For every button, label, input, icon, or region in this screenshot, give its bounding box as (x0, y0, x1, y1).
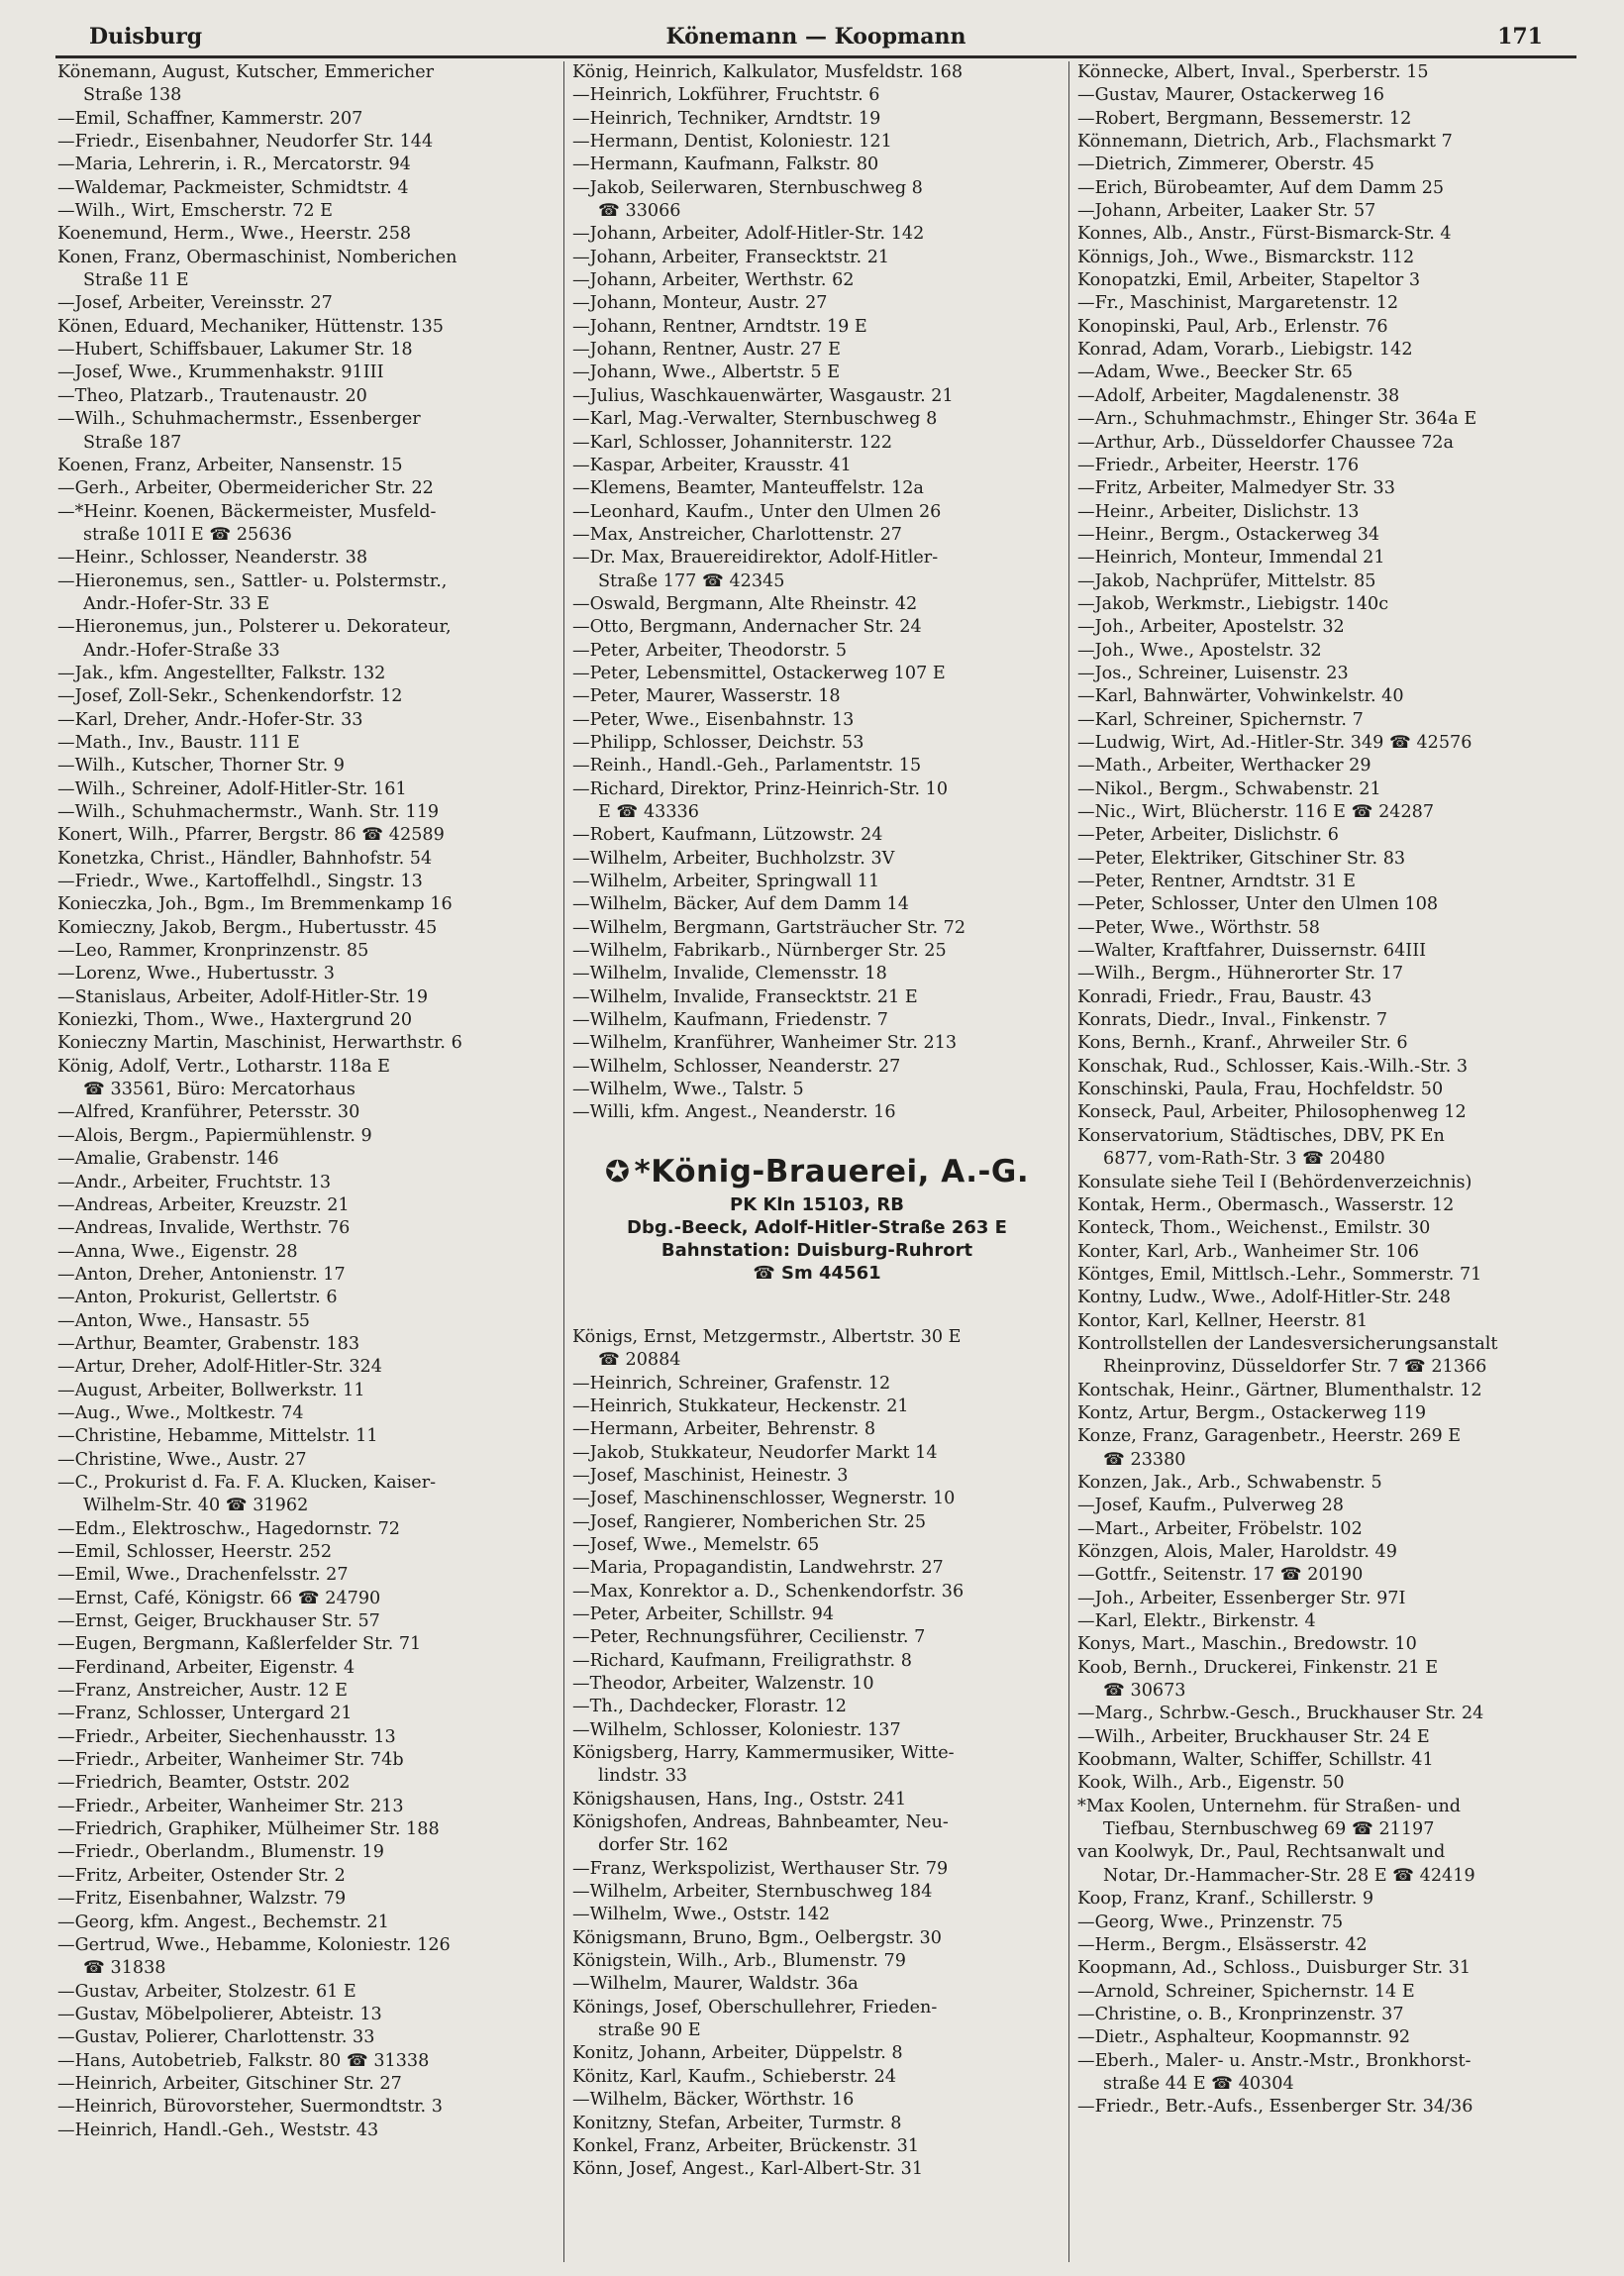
directory-entry-line: Könn, Josef, Angest., Karl-Albert-Str. 31 (572, 2159, 924, 2180)
directory-entry-line: —Math., Arbeiter, Werthacker 29 (1077, 756, 1371, 776)
directory-entry-line: —Hubert, Schiffsbauer, Lakumer Str. 18 (57, 340, 413, 361)
directory-entry-line: —Fritz, Eisenbahner, Walzstr. 79 (57, 1889, 347, 1910)
directory-entry-line: van Koolwyk, Dr., Paul, Rechtsanwalt und (1077, 1842, 1446, 1863)
directory-entry-line: —Andreas, Invalide, Werthstr. 76 (57, 1218, 351, 1239)
directory-entry-line: —Wilh., Kutscher, Thorner Str. 9 (57, 756, 345, 776)
directory-entry-line: —Wilh., Arbeiter, Bruckhauser Str. 24 E (1077, 1726, 1430, 1747)
directory-entry-line: —Emil, Schaffner, Kammerstr. 207 (57, 108, 363, 129)
directory-entry-line: —Friedr., Wwe., Kartoffelhdl., Singstr. 13 (57, 872, 423, 892)
directory-entry-line: —Wilhelm, Wwe., Talstr. 5 (572, 1080, 804, 1100)
directory-entry-line: —Friedr., Arbeiter, Heerstr. 176 (1077, 455, 1360, 475)
directory-entry-line: Koenemund, Herm., Wwe., Heerstr. 258 (57, 224, 412, 245)
directory-entry-line: ☎ 31838 (83, 1958, 166, 1979)
directory-entry-line: —Nikol., Bergm., Schwabenstr. 21 (1077, 778, 1381, 799)
directory-entry-line: Kontrollstellen der Landesversicherungsanstalt (1077, 1333, 1498, 1354)
directory-entry-line: Kontschak, Heinr., Gärtner, Blumenthalstr. 12 (1077, 1380, 1482, 1400)
directory-entry-line: —Hermann, Kaufmann, Falkstr. 80 (572, 155, 879, 175)
directory-entry-line: —Karl, Elektr., Birkenstr. 4 (1077, 1611, 1316, 1632)
directory-entry-line: Straße 138 (83, 85, 182, 106)
directory-entry-line: —Hieronemus, jun., Polsterer u. Dekorateur, (57, 617, 452, 638)
directory-entry-line: —Klemens, Beamter, Manteuffelstr. 12a (572, 478, 924, 499)
directory-entry-line: 6877, vom-Rath-Str. 3 ☎ 20480 (1103, 1149, 1385, 1170)
directory-entry-line: —Math., Inv., Baustr. 111 E (57, 732, 300, 753)
directory-entry-line: —Jakob, Werkmstr., Liebigstr. 140c (1077, 593, 1389, 614)
advertisement-koenig-brauerei (572, 1151, 1062, 1285)
directory-entry-line: Kontny, Ludw., Wwe., Adolf-Hitler-Str. 248 (1077, 1288, 1451, 1308)
directory-entry-line: —Heinrich, Arbeiter, Gitschiner Str. 27 (57, 2073, 402, 2094)
directory-entry-line: —Joh., Arbeiter, Essenberger Str. 97I (1077, 1588, 1406, 1608)
directory-entry-line: —Reinh., Handl.-Geh., Parlamentstr. 15 (572, 756, 922, 776)
directory-entry-line: —Oswald, Bergmann, Alte Rheinstr. 42 (572, 593, 918, 614)
header-range: Könemann — Koopmann (665, 24, 966, 50)
directory-entry-line: —Lorenz, Wwe., Hubertusstr. 3 (57, 964, 335, 984)
directory-entry-line: Konradi, Friedr., Frau, Baustr. 43 (1077, 986, 1372, 1007)
ad-line-3: Bahnstation: Duisburg-Ruhrort (660, 1239, 973, 1261)
directory-entry-line: —Kaspar, Arbeiter, Krausstr. 41 (572, 455, 852, 475)
directory-entry-line: —Wilhelm, Arbeiter, Springwall 11 (572, 872, 880, 892)
directory-entry-line: —Friedr., Arbeiter, Wanheimer Str. 74b (57, 1750, 404, 1771)
directory-entry-line: —Georg, Wwe., Prinzenstr. 75 (1077, 1912, 1344, 1932)
directory-entry-line: Köntges, Emil, Mittlsch.-Lehr., Sommerstr. 71 (1077, 1264, 1482, 1285)
directory-entry-line: E ☎ 43336 (598, 802, 699, 822)
header-city: Duisburg (89, 24, 203, 50)
directory-entry-line: Kontz, Artur, Bergm., Ostackerweg 119 (1077, 1402, 1427, 1423)
directory-entry-line: —Friedr., Arbeiter, Wanheimer Str. 213 (57, 1796, 404, 1816)
directory-entry-line: —Peter, Wwe., Eisenbahnstr. 13 (572, 709, 855, 730)
directory-entry-line: Könnigs, Joh., Wwe., Bismarckstr. 112 (1077, 247, 1415, 267)
directory-entry-line: Konieczny Martin, Maschinist, Herwarthstr. 6 (57, 1033, 462, 1054)
directory-entry-line: —Peter, Maurer, Wasserstr. 18 (572, 686, 841, 707)
directory-entry-line: —Wilhelm, Bäcker, Auf dem Damm 14 (572, 894, 909, 915)
directory-entry-line: —Richard, Direktor, Prinz-Heinrich-Str. 10 (572, 778, 949, 799)
directory-entry-line: —Friedr., Betr.-Aufs., Essenberger Str. 34/36 (1077, 2097, 1473, 2118)
directory-entry-line: —Artur, Dreher, Adolf-Hitler-Str. 324 (57, 1357, 382, 1378)
directory-entry-line: —Aug., Wwe., Moltkestr. 74 (57, 1402, 304, 1423)
directory-entry-line: Konitzny, Stefan, Arbeiter, Turmstr. 8 (572, 2113, 902, 2133)
directory-entry-line: lindstr. 33 (598, 1766, 687, 1787)
directory-entry-line: —Th., Dachdecker, Florastr. 12 (572, 1697, 847, 1717)
directory-entry-line: —Heinr., Arbeiter, Dislichstr. 13 (1077, 501, 1360, 522)
directory-entry-line: —Jak., kfm. Angestellter, Falkstr. 132 (57, 663, 386, 683)
directory-entry-line: —Max, Anstreicher, Charlottenstr. 27 (572, 524, 902, 545)
directory-entry-line: —*Heinr. Koenen, Bäckermeister, Musfeld- (57, 501, 437, 522)
directory-entry-line: —Erich, Bürobeamter, Auf dem Damm 25 (1077, 177, 1445, 198)
directory-entry-line: —Heinrich, Lokführer, Fruchtstr. 6 (572, 85, 880, 106)
directory-entry-line: —Hermann, Dentist, Koloniestr. 121 (572, 132, 892, 153)
directory-entry-line: ☎ 33561, Büro: Mercatorhaus (83, 1080, 355, 1100)
directory-entry-line: —Friedrich, Graphiker, Mülheimer Str. 188 (57, 1819, 440, 1840)
directory-entry-line: —Hans, Autobetrieb, Falkstr. 80 ☎ 31338 (57, 2050, 430, 2071)
directory-entry-line: ☎ 33066 (598, 201, 681, 222)
directory-entry-line: Konen, Franz, Obermaschinist, Nomberichen (57, 247, 457, 267)
directory-entry-line: —August, Arbeiter, Bollwerkstr. 11 (57, 1380, 365, 1400)
ad-line-4: ☎ Sm 44561 (753, 1262, 881, 1284)
directory-entry-line: —Johann, Monteur, Austr. 27 (572, 293, 828, 314)
directory-entry-line: —Dietr., Asphalteur, Koopmannstr. 92 (1077, 2027, 1411, 2048)
directory-entry-line: —Jos., Schreiner, Luisenstr. 23 (1077, 663, 1349, 683)
directory-entry-line: —Josef, Wwe., Krummenhakstr. 91III (57, 362, 384, 383)
directory-entry-line: Könitz, Karl, Kaufm., Schieberstr. 24 (572, 2066, 897, 2087)
directory-entry-line: ☎ 20884 (598, 1350, 681, 1371)
directory-entry-line: —Peter, Rentner, Arndtstr. 31 E (1077, 872, 1357, 892)
directory-entry-line: —Julius, Waschkauenwärter, Wasgaustr. 21 (572, 385, 954, 406)
directory-entry-line: —Otto, Bergmann, Andernacher Str. 24 (572, 617, 922, 638)
directory-entry-line: Koop, Franz, Kranf., Schillerstr. 9 (1077, 1889, 1374, 1910)
directory-entry-line: —Dr. Max, Brauereidirektor, Adolf-Hitler- (572, 548, 939, 569)
directory-entry-line: ☎ 23380 (1103, 1449, 1186, 1470)
directory-entry-line: —Marg., Schrbw.-Gesch., Bruckhauser Str. 24 (1077, 1704, 1484, 1724)
directory-entry-line: —Gustav, Polierer, Charlottenstr. 33 (57, 2027, 375, 2048)
directory-entry-line: —Wilhelm, Bergmann, Gartsträucher Str. 72 (572, 917, 966, 938)
directory-entry-line: —Peter, Arbeiter, Dislichstr. 6 (1077, 825, 1339, 846)
directory-entry-line: —Wilhelm, Arbeiter, Sternbuschweg 184 (572, 1882, 933, 1903)
directory-entry-line: —Wilhelm, Schlosser, Koloniestr. 137 (572, 1719, 901, 1740)
page-number: 171 (1497, 24, 1543, 50)
directory-entry-line: Koob, Bernh., Druckerei, Finkenstr. 21 E (1077, 1657, 1439, 1678)
directory-entry-line: —Philipp, Schlosser, Deichstr. 53 (572, 732, 864, 753)
directory-entry-line: —Arn., Schuhmachmstr., Ehinger Str. 364a E (1077, 409, 1477, 430)
directory-entry-line: —Walter, Kraftfahrer, Duissernstr. 64III (1077, 941, 1427, 962)
directory-entry-line: —Wilh., Bergm., Hühnerorter Str. 17 (1077, 964, 1404, 984)
brewery-logo-icon: ✪ (604, 1154, 631, 1190)
directory-entry-line: ☎ 30673 (1103, 1681, 1186, 1702)
directory-entry-line: —Eberh., Maler- u. Anstr.-Mstr., Bronkhorst- (1077, 2050, 1472, 2071)
directory-entry-line: —Johann, Arbeiter, Laaker Str. 57 (1077, 201, 1376, 222)
ad-line-2: Dbg.-Beeck, Adolf-Hitler-Straße 263 E (627, 1216, 1007, 1238)
directory-entry-line: Königsberg, Harry, Kammermusiker, Witte- (572, 1743, 955, 1763)
directory-entry-line: König, Adolf, Vertr., Lotharstr. 118a E (57, 1056, 391, 1077)
directory-entry-line: Konze, Franz, Garagenbetr., Heerstr. 269 E (1077, 1426, 1462, 1447)
directory-entry-line: —Theo, Platzarb., Trautenaustr. 20 (57, 385, 367, 406)
directory-entry-line: —Wilhelm, Kaufmann, Friedenstr. 7 (572, 1010, 888, 1031)
directory-entry-line: —Karl, Mag.-Verwalter, Sternbuschweg 8 (572, 409, 938, 430)
directory-entry-line: Konopinski, Paul, Arb., Erlenstr. 76 (1077, 316, 1388, 337)
directory-entry-line: —Arnold, Schreiner, Spichernstr. 14 E (1077, 1981, 1415, 2002)
directory-entry-line: —Edm., Elektroschw., Hagedornstr. 72 (57, 1518, 400, 1539)
directory-entry-line: —Johann, Wwe., Albertstr. 5 E (572, 362, 841, 383)
directory-entry-line: Konseck, Paul, Arbeiter, Philosophenweg 12 (1077, 1102, 1467, 1123)
directory-entry-line: Könen, Eduard, Mechaniker, Hüttenstr. 135 (57, 316, 444, 337)
directory-entry-line: Könnemann, Dietrich, Arb., Flachsmarkt 7 (1077, 132, 1453, 153)
directory-entry-line: Könnecke, Albert, Inval., Sperberstr. 15 (1077, 62, 1429, 82)
directory-entry-line: Konopatzki, Emil, Arbeiter, Stapeltor 3 (1077, 270, 1421, 291)
directory-entry-line: —Leo, Rammer, Kronprinzenstr. 85 (57, 941, 369, 962)
directory-entry-line: —Peter, Rechnungsführer, Cecilienstr. 7 (572, 1627, 926, 1648)
directory-entry-line: —Friedr., Oberlandm., Blumenstr. 19 (57, 1842, 384, 1863)
directory-entry-line: —Herm., Bergm., Elsässerstr. 42 (1077, 1934, 1368, 1955)
directory-entry-line: —Heinrich, Handl.-Geh., Weststr. 43 (57, 2120, 379, 2140)
directory-entry-line: —Johann, Arbeiter, Adolf-Hitler-Str. 142 (572, 224, 925, 245)
directory-entry-line: Notar, Dr.-Hammacher-Str. 28 E ☎ 42419 (1103, 1865, 1475, 1886)
directory-entry-line: Koopmann, Ad., Schloss., Duisburger Str. 31 (1077, 1958, 1472, 1979)
ad-line-1: PK Kln 15103, RB (730, 1193, 904, 1215)
directory-entry-line: Könemann, August, Kutscher, Emmericher (57, 62, 435, 82)
directory-entry-line: Tiefbau, Sternbuschweg 69 ☎ 21197 (1103, 1819, 1435, 1840)
page-header (55, 22, 1576, 58)
directory-entry-line: —Arthur, Beamter, Grabenstr. 183 (57, 1333, 360, 1354)
directory-entry-line: —Peter, Wwe., Wörthstr. 58 (1077, 917, 1320, 938)
directory-entry-line: Königshausen, Hans, Ing., Oststr. 241 (572, 1789, 907, 1810)
directory-entry-line: Koenen, Franz, Arbeiter, Nansenstr. 15 (57, 455, 403, 475)
directory-entry-line: —Georg, kfm. Angest., Bechemstr. 21 (57, 1912, 389, 1932)
directory-entry-line: —Johann, Rentner, Arndtstr. 19 E (572, 316, 867, 337)
directory-entry-line: —Karl, Schreiner, Spichernstr. 7 (1077, 709, 1364, 730)
directory-entry-line: —Mart., Arbeiter, Fröbelstr. 102 (1077, 1518, 1363, 1539)
directory-entry-line: —Gerh., Arbeiter, Obermeidericher Str. 22 (57, 478, 434, 499)
directory-entry-line: —Robert, Kaufmann, Lützowstr. 24 (572, 825, 883, 846)
column-2 (563, 61, 1062, 2262)
directory-entry-line: —Heinrich, Stukkateur, Heckenstr. 21 (572, 1396, 909, 1416)
directory-entry-line: Rheinprovinz, Düsseldorfer Str. 7 ☎ 21366 (1103, 1357, 1487, 1378)
directory-entry-line: —Gustav, Arbeiter, Stolzestr. 61 E (57, 1981, 356, 2002)
directory-entry-line: Andr.-Hofer-Str. 33 E (83, 593, 270, 614)
directory-entry-line: —Fr., Maschinist, Margaretenstr. 12 (1077, 293, 1399, 314)
directory-entry-line: —Eugen, Bergmann, Kaßlerfelder Str. 71 (57, 1634, 422, 1655)
directory-entry-line: —Ernst, Geiger, Bruckhauser Str. 57 (57, 1611, 380, 1632)
directory-entry-line: —Stanislaus, Arbeiter, Adolf-Hitler-Str. 19 (57, 986, 429, 1007)
directory-entry-line: —Karl, Schlosser, Johanniterstr. 122 (572, 432, 893, 453)
directory-entry-line: —Heinrich, Schreiner, Grafenstr. 12 (572, 1373, 891, 1394)
directory-entry-line: Konert, Wilh., Pfarrer, Bergstr. 86 ☎ 42589 (57, 825, 445, 846)
directory-entry-line: Konschinski, Paula, Frau, Hochfeldstr. 50 (1077, 1080, 1444, 1100)
directory-entry-line: Konrad, Adam, Vorarb., Liebigstr. 142 (1077, 340, 1413, 361)
directory-entry-line: Koniezki, Thom., Wwe., Haxtergrund 20 (57, 1010, 413, 1031)
directory-entry-line: —Emil, Schlosser, Heerstr. 252 (57, 1542, 333, 1562)
directory-entry-line: —Christine, o. B., Kronprinzenstr. 37 (1077, 2004, 1404, 2024)
directory-entry-line: —Theodor, Arbeiter, Walzenstr. 10 (572, 1673, 874, 1694)
directory-entry-line: Konnes, Alb., Anstr., Fürst-Bismarck-Str. 4 (1077, 224, 1452, 245)
directory-entry-line: Kons, Bernh., Kranf., Ahrweiler Str. 6 (1077, 1033, 1408, 1054)
directory-entry-line: —Josef, Maschinist, Heinestr. 3 (572, 1465, 849, 1486)
directory-entry-line: Königs, Ernst, Metzgermstr., Albertstr. 30 E (572, 1326, 962, 1347)
directory-entry-line: —Peter, Arbeiter, Schillstr. 94 (572, 1604, 835, 1624)
directory-entry-line: —Emil, Wwe., Drachenfelsstr. 27 (57, 1565, 349, 1586)
directory-entry-line: —Alois, Bergm., Papiermühlenstr. 9 (57, 1125, 372, 1146)
directory-entry-line: Straße 11 E (83, 270, 189, 291)
directory-entry-line: *Max Koolen, Unternehm. für Straßen- und (1077, 1796, 1462, 1816)
directory-entry-line: —Ferdinand, Arbeiter, Eigenstr. 4 (57, 1657, 355, 1678)
directory-entry-line: —Andr., Arbeiter, Fruchtstr. 13 (57, 1172, 332, 1192)
directory-entry-line: —Wilhelm, Maurer, Waldstr. 36a (572, 1974, 859, 1995)
directory-entry-line: —Karl, Dreher, Andr.-Hofer-Str. 33 (57, 709, 363, 730)
directory-entry-line: —Josef, Rangierer, Nomberichen Str. 25 (572, 1511, 927, 1532)
directory-entry-line: Konteck, Thom., Weichenst., Emilstr. 30 (1077, 1218, 1431, 1239)
directory-entry-line: Konieczka, Joh., Bgm., Im Bremmenkamp 16 (57, 894, 453, 915)
directory-entry-line: —Friedr., Eisenbahner, Neudorfer Str. 144 (57, 132, 434, 153)
directory-entry-line: Konzen, Jak., Arb., Schwabenstr. 5 (1077, 1472, 1382, 1493)
column-1 (57, 61, 555, 2262)
directory-entry-line: —Franz, Anstreicher, Austr. 12 E (57, 1681, 348, 1702)
directory-entry-line: —Josef, Arbeiter, Vereinsstr. 27 (57, 293, 333, 314)
directory-entry-line: —Joh., Wwe., Apostelstr. 32 (1077, 640, 1322, 661)
directory-entry-line: Königstein, Wilh., Arb., Blumenstr. 79 (572, 1951, 906, 1972)
directory-entry-line: —Adam, Wwe., Beecker Str. 65 (1077, 362, 1354, 383)
directory-entry-line: —Wilhelm, Schlosser, Neanderstr. 27 (572, 1056, 901, 1077)
directory-entry-line: —Alfred, Kranführer, Petersstr. 30 (57, 1102, 360, 1123)
directory-entry-line: —Johann, Arbeiter, Fransecktstr. 21 (572, 247, 890, 267)
directory-entry-line: —Wilh., Schuhmachermstr., Wanh. Str. 119 (57, 802, 440, 822)
directory-entry-line: —Andreas, Arbeiter, Kreuzstr. 21 (57, 1194, 350, 1215)
directory-entry-line: —Maria, Lehrerin, i. R., Mercatorstr. 94 (57, 155, 411, 175)
ad-title (572, 1151, 1062, 1193)
directory-entry-line: —Heinr., Bergm., Ostackerweg 34 (1077, 524, 1380, 545)
directory-entry-line: Andr.-Hofer-Straße 33 (83, 640, 280, 661)
directory-entry-line: —Max, Konrektor a. D., Schenkendorfstr. 36 (572, 1581, 964, 1602)
directory-entry-line: —Anton, Prokurist, Gellertstr. 6 (57, 1288, 338, 1308)
directory-entry-line: —Jakob, Nachprüfer, Mittelstr. 85 (1077, 570, 1376, 591)
column-3 (1068, 61, 1574, 2262)
directory-entry-line: —Fritz, Arbeiter, Malmedyer Str. 33 (1077, 478, 1395, 499)
directory-entry-line: Komieczny, Jakob, Bergm., Hubertusstr. 45 (57, 917, 438, 938)
directory-entry-line: Konservatorium, Städtisches, DBV, PK En (1077, 1125, 1445, 1146)
directory-entry-line: Konschak, Rud., Schlosser, Kais.-Wilh.-Str. 3 (1077, 1056, 1469, 1077)
directory-entry-line: —Anton, Wwe., Hansastr. 55 (57, 1310, 310, 1331)
directory-entry-line: Könings, Josef, Oberschullehrer, Frieden- (572, 1997, 938, 2017)
directory-entry-line: Könzgen, Alois, Maler, Haroldstr. 49 (1077, 1542, 1397, 1562)
directory-entry-line: —Gertrud, Wwe., Hebamme, Koloniestr. 126 (57, 1934, 451, 1955)
directory-entry-line: straße 44 E ☎ 40304 (1103, 2073, 1294, 2094)
directory-entry-line: —Nic., Wirt, Blücherstr. 116 E ☎ 24287 (1077, 802, 1435, 822)
directory-entry-line: —Jakob, Stukkateur, Neudorfer Markt 14 (572, 1442, 938, 1463)
directory-entry-line: —Karl, Bahnwärter, Vohwinkelstr. 40 (1077, 686, 1404, 707)
directory-entry-line: Konetzka, Christ., Händler, Bahnhofstr. 54 (57, 848, 433, 869)
directory-entry-line: —Joh., Arbeiter, Apostelstr. 32 (1077, 617, 1345, 638)
directory-entry-line: —Heinrich, Bürovorsteher, Suermondtstr. 3 (57, 2097, 443, 2118)
directory-entry-line: —Anton, Dreher, Antonienstr. 17 (57, 1264, 346, 1285)
directory-entry-line: —Gottfr., Seitenstr. 17 ☎ 20190 (1077, 1565, 1364, 1586)
directory-entry-line: —Gustav, Maurer, Ostackerweg 16 (1077, 85, 1384, 106)
directory-entry-line: —Wilhelm, Arbeiter, Buchholzstr. 3V (572, 848, 895, 869)
directory-entry-line: —Wilhelm, Fabrikarb., Nürnberger Str. 25 (572, 941, 947, 962)
directory-entry-line: —Josef, Zoll-Sekr., Schenkendorfstr. 12 (57, 686, 403, 707)
directory-entry-line: —Fritz, Arbeiter, Ostender Str. 2 (57, 1865, 346, 1886)
directory-entry-line: —Arthur, Arb., Düsseldorfer Chaussee 72a (1077, 432, 1454, 453)
directory-entry-line: —Robert, Bergmann, Bessemerstr. 12 (1077, 108, 1412, 129)
directory-entry-line: —Wilhelm, Bäcker, Wörthstr. 16 (572, 2090, 855, 2111)
directory-entry-line: —Wilhelm, Wwe., Oststr. 142 (572, 1905, 831, 1925)
directory-entry-line: Konsulate siehe Teil I (Behördenverzeichnis) (1077, 1172, 1472, 1192)
directory-entry-line: Konkel, Franz, Arbeiter, Brückenstr. 31 (572, 2135, 920, 2156)
directory-entry-line: —Dietrich, Zimmerer, Oberstr. 45 (1077, 155, 1374, 175)
directory-entry-line: —Peter, Schlosser, Unter den Ulmen 108 (1077, 894, 1439, 915)
directory-entry-line: Konitz, Johann, Arbeiter, Düppelstr. 8 (572, 2043, 903, 2064)
directory-entry-line: —Wilh., Schuhmachermstr., Essenberger (57, 409, 421, 430)
directory-entry-line: Kontor, Karl, Kellner, Heerstr. 81 (1077, 1310, 1369, 1331)
directory-entry-line: Koobmann, Walter, Schiffer, Schillstr. 41 (1077, 1750, 1434, 1771)
directory-entry-line: —Franz, Schlosser, Untergard 21 (57, 1704, 353, 1724)
directory-entry-line: —Waldemar, Packmeister, Schmidtstr. 4 (57, 177, 409, 198)
directory-entry-line: Konter, Karl, Arb., Wanheimer Str. 106 (1077, 1241, 1419, 1262)
directory-entry-line: —Peter, Elektriker, Gitschiner Str. 83 (1077, 848, 1406, 869)
directory-entry-line: —Amalie, Grabenstr. 146 (57, 1149, 279, 1170)
directory-entry-line: Konrats, Diedr., Inval., Finkenstr. 7 (1077, 1010, 1388, 1031)
directory-entry-line: —Josef, Kaufm., Pulverweg 28 (1077, 1496, 1344, 1516)
directory-entry-line: —Leonhard, Kaufm., Unter den Ulmen 26 (572, 501, 942, 522)
directory-entry-line: —Josef, Maschinenschlosser, Wegnerstr. 10 (572, 1489, 956, 1509)
directory-entry-line: —Wilh., Wirt, Emscherstr. 72 E (57, 201, 333, 222)
directory-entry-line: —Wilh., Schreiner, Adolf-Hitler-Str. 161 (57, 778, 407, 799)
directory-entry-line: —Franz, Werkspolizist, Werthauser Str. 79 (572, 1858, 949, 1879)
directory-entry-line: Kook, Wilh., Arb., Eigenstr. 50 (1077, 1773, 1345, 1794)
directory-entry-line: —Friedrich, Beamter, Oststr. 202 (57, 1773, 351, 1794)
directory-entry-line: —Wilhelm, Invalide, Clemensstr. 18 (572, 964, 887, 984)
directory-entry-line: Wilhelm-Str. 40 ☎ 31962 (83, 1496, 309, 1516)
directory-entry-line: —Richard, Kaufmann, Freiligrathstr. 8 (572, 1650, 912, 1671)
directory-entry-line: Königsmann, Bruno, Bgm., Oelbergstr. 30 (572, 1927, 942, 1948)
directory-entry-line: Konys, Mart., Maschin., Bredowstr. 10 (1077, 1634, 1417, 1655)
directory-entry-line: Kontak, Herm., Obermasch., Wasserstr. 12 (1077, 1194, 1455, 1215)
directory-entry-line: straße 90 E (598, 2020, 701, 2041)
directory-entry-line: —Anna, Wwe., Eigenstr. 28 (57, 1241, 298, 1262)
directory-entry-line: Straße 177 ☎ 42345 (598, 570, 785, 591)
directory-entry-line: —Peter, Arbeiter, Theodorstr. 5 (572, 640, 848, 661)
directory-entry-line: Straße 187 (83, 432, 182, 453)
directory-entry-line: —Heinr., Schlosser, Neanderstr. 38 (57, 548, 368, 569)
directory-entry-line: —Friedr., Arbeiter, Siechenhausstr. 13 (57, 1726, 396, 1747)
directory-entry-line: —Maria, Propagandistin, Landwehrstr. 27 (572, 1558, 944, 1579)
directory-entry-line: —Wilhelm, Kranführer, Wanheimer Str. 213 (572, 1033, 958, 1054)
directory-entry-line: —Peter, Lebensmittel, Ostackerweg 107 E (572, 663, 946, 683)
directory-entry-line: —Wilhelm, Invalide, Fransecktstr. 21 E (572, 986, 918, 1007)
directory-entry-line: —Johann, Rentner, Austr. 27 E (572, 340, 841, 361)
ad-company-name: *König-Brauerei, A.-G. (634, 1153, 1030, 1190)
directory-entry-line: —Christine, Wwe., Austr. 27 (57, 1449, 307, 1470)
directory-entry-line: dorfer Str. 162 (598, 1835, 729, 1856)
directory-entry-line: —Heinrich, Monteur, Immendal 21 (1077, 548, 1385, 569)
directory-entry-line: —Hermann, Arbeiter, Behrenstr. 8 (572, 1419, 876, 1440)
directory-entry-line: —Christine, Hebamme, Mittelstr. 11 (57, 1426, 378, 1447)
directory-entry-line: —Johann, Arbeiter, Werthstr. 62 (572, 270, 855, 291)
directory-entry-line: —Ludwig, Wirt, Ad.-Hitler-Str. 349 ☎ 42576 (1077, 732, 1472, 753)
directory-entry-line: —Willi, kfm. Angest., Neanderstr. 16 (572, 1102, 896, 1123)
directory-entry-line: straße 101I E ☎ 25636 (83, 524, 292, 545)
directory-entry-line: König, Heinrich, Kalkulator, Musfeldstr. 168 (572, 62, 964, 82)
directory-entry-line: —Gustav, Möbelpolierer, Abteistr. 13 (57, 2004, 382, 2024)
directory-entry-line: —Josef, Wwe., Memelstr. 65 (572, 1534, 820, 1555)
directory-entry-line: —Adolf, Arbeiter, Magdalenenstr. 38 (1077, 385, 1400, 406)
directory-entry-line: —Heinrich, Techniker, Arndtstr. 19 (572, 108, 881, 129)
directory-entry-line: —Ernst, Café, Königstr. 66 ☎ 24790 (57, 1588, 381, 1608)
directory-entry-line: —C., Prokurist d. Fa. F. A. Klucken, Kaiser- (57, 1472, 437, 1493)
directory-entry-line: Königshofen, Andreas, Bahnbeamter, Neu- (572, 1812, 949, 1833)
directory-entry-line: —Jakob, Seilerwaren, Sternbuschweg 8 (572, 177, 923, 198)
directory-entry-line: —Hieronemus, sen., Sattler- u. Polstermstr., (57, 570, 448, 591)
